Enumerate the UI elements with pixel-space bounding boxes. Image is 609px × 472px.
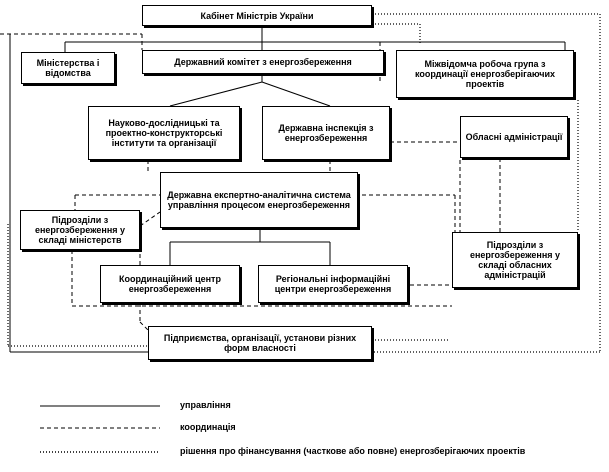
cabinet-box: Кабінет Міністрів України (142, 5, 372, 26)
ministries-box: Міністерства і відомства (21, 52, 115, 84)
enterprises-box: Підприємства, організації, установи різних форм власності (148, 326, 372, 360)
state-committee-box: Державний комітет з енергозбереження (142, 50, 384, 74)
legend-lines (40, 406, 160, 452)
coordination-center-box: Координаційний центр енергозбереження (100, 265, 240, 303)
ministry-subdivisions-box: Підрозділи з енергозбереження у складі міністерств (20, 210, 140, 250)
legend-financing-label: рішення про фінансування (часткове або повне) енергозберігаючих проектів (180, 446, 526, 456)
state-inspection-box: Державна інспекція з енергозбереження (262, 106, 390, 160)
oblast-subdivisions-box: Підрозділи з енергозбереження у складі обласних адміністрацій (452, 232, 578, 288)
regional-info-centers-box: Регіональні інформаційні центри енергозбереження (258, 265, 408, 303)
legend-management-label: управління (180, 400, 231, 410)
oblast-admin-box: Обласні адміністрації (460, 116, 568, 158)
legend-coordination-label: координація (180, 422, 236, 432)
interagency-group-box: Міжвідомча робоча група з координації енергозберігаючих проектів (396, 50, 574, 98)
expert-system-box: Державна експертно-аналітична система управління процесом енергозбереження (160, 172, 358, 228)
research-institutes-box: Науково-дослідницькі та проектно-конструкторські інститути та організації (88, 106, 240, 160)
